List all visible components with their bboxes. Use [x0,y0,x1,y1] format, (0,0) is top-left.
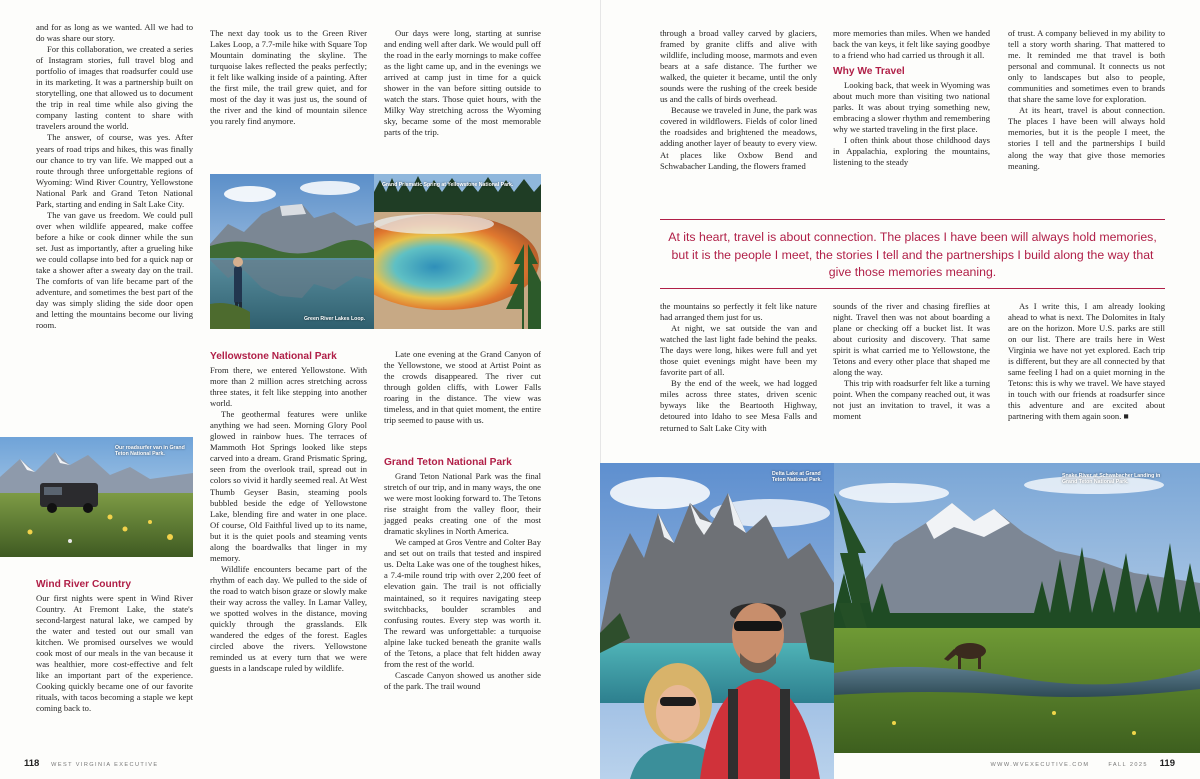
website-url: WWW.WVEXECUTIVE.COM [990,762,1090,768]
left-col-3-bottom [384,452,541,692]
paragraph: By the end of the week, we had logged miles across three states, driven scenic byways like the Beartooth Highway, detoured into Idaho to see Mesa Falls and returned to Salt Lake City with [660,378,817,433]
right-col-1-bottom [660,301,817,434]
paragraph: through a broad valley carved by glaciers, framed by granite cliffs and alive with wildlife, including moose, marmots and even bears at a safe distance. The further we walked, the quieter it became, until the only sounds were the rushing of the creek beside us and the calls of birds overhead. [660,28,817,105]
right-col-2-bottom [833,301,990,423]
left-col-1-bottom [36,574,193,715]
paragraph: and for as long as we wanted. All we had to do was share our story. [36,22,193,44]
page-number: 118 [24,758,40,769]
publication-name: WEST VIRGINIA EXECUTIVE [51,762,159,768]
left-col-3-mid [384,349,541,426]
section-heading-grand-teton: Grand Teton National Park [384,457,512,468]
right-folio [953,758,1175,769]
paragraph: Because we traveled in June, the park was covered in wildflowers. Fields of color lined the roadsides and brightened the meadows, adding another layer of beauty to every view. At places like Oxbow Bend and Schwabacher Landing, the flowers framed [660,105,817,171]
paragraph: the mountains so perfectly it felt like nature had arranged them just for us. [660,301,817,323]
snake-river-caption: Snake River at Schwabacher Landing in Grand Teton National Park. [1062,473,1161,486]
page-number: 119 [1159,758,1175,769]
paragraph: The answer, of course, was yes. After years of road trips and hikes, this was finally our chance to try van life. We mapped out a route through three unforgettable regions of Wyoming: Wind River Country, Yellowstone National Park and Grand Teton National Park, starting and ending in Salt Lake City. [36,132,193,209]
paragraph: At its heart, travel is about connection. The places I have been will always hold memories, but it is the people I meet, the stories I tell and the partnerships I build along the way that give those memories meaning. [1008,105,1165,171]
right-col-2-top [833,28,990,169]
paragraph: The van gave us freedom. We could pull over when wildlife appeared, make coffee before a hike or cook dinner while the sun set. Just as importantly, after a grueling hike we could collapse into bed for a quick nap or take a shower after a sweaty day on the trail. The comforts of van life became part of the adventure, and sometimes the best part of the day was simply sliding the side door open and letting the mountains become our living room. [36,209,193,331]
snake-river-photo [834,463,1200,753]
paragraph: The geothermal features were unlike anything we had seen. Morning Glory Pool glowed in rainbow hues. The terraces of Mammoth Hot Springs looked like steps carved into a dream. Grand Prismatic Spring, seen from the overlook trail, spread out in colors so vivid it hardly seemed real. At West Thumb Geyser Basin, steaming pools bubbled beside the edge of Yellowstone Lake, blending fire and water in one place. Of course, Old Faithful lived up to its name, but it is the quiet pools and steaming vents along the boardwalks that linger in my memory. [210,409,367,563]
left-col-2-top [210,28,367,127]
paragraph: This trip with roadsurfer felt like a turning point. When the company reached out, it was not just an invitation to travel, it was a moment [833,378,990,422]
paragraph: Grand Teton National Park was the final stretch of our trip, and in many ways, the one we were most looking forward to. The Tetons rise straight from the valley floor, their jagged peaks creating one of the most dramatic skylines in North America. [384,471,541,537]
pull-quote: At its heart, travel is about connection. The places I have been will always hold memories, but it is the people I meet, the stories I tell and the partnerships I build along the way that give those memories meaning. [660,219,1165,289]
right-col-3-bottom [1008,301,1165,423]
paragraph: Late one evening at the Grand Canyon of the Yellowstone, we stood at Artist Point as the crowds disappeared. The river cut through golden cliffs, with Lower Falls roaring in the distance. The view was timeless, and in that quiet moment, the entire trip seemed to pause with us. [384,349,541,426]
paragraph: of trust. A company believed in my ability to tell a story worth sharing. That mattered to me. It reminded me that travel is both personal and communal. It connects us not only to landscapes but also to people, communities and sometimes even to brands that share the same love for exploration. [1008,28,1165,105]
issue-date: FALL 2025 [1108,762,1148,768]
green-river-photo [210,174,374,329]
paragraph: I often think about those childhood days in Appalachia, exploring the mountains, listening to the steady [833,135,990,168]
paragraph: Our first nights were spent in Wind River Country. At Fremont Lake, the state's second-largest natural lake, we camped by the water and tested out our small van kitchen. We promised ourselves we would cook most of our meals in the van because it was healthier, more cost-effective and felt like an important part of the experience. Cooking quickly became one of our favorite rituals, with tacos becoming a staple we kept coming back to. [36,593,193,714]
right-col-1-top [660,28,817,172]
section-heading-yellowstone: Yellowstone National Park [210,351,337,362]
right-col-3-top [1008,28,1165,172]
paragraph: From there, we entered Yellowstone. With more than 2 million acres stretching across three states, it felt like stepping into another world. [210,365,367,409]
left-col-3-top [384,28,541,138]
paragraph: more memories than miles. When we handed back the van keys, it felt like saying goodbye to a friend who had carried us through it all. [833,28,990,61]
left-col-1-top [36,22,193,331]
delta-lake-caption: Delta Lake at Grand Teton National Park. [772,471,822,484]
left-folio [24,758,158,769]
paragraph: Looking back, that week in Wyoming was about much more than visiting two national parks. It was about trying something new, embracing a slower rhythm and remembering why we started traveling in the first place. [833,80,990,135]
van-caption: Our roadsurfer van in Grand Teton National Park. [115,445,185,458]
paragraph: The next day took us to the Green River Lakes Loop, a 7.7-mile hike with Square Top Mountain dominating the skyline. The turquoise lakes reflected the peaks perfectly; it felt like walking inside of a painting. After the first mile, the trail grew quiet, and for most of the day it was just us, the sound of the river and the kind of mountain silence you rarely find anymore. [210,28,367,127]
green-river-caption: Green River Lakes Loop. [304,316,366,322]
section-heading-why-we-travel: Why We Travel [833,66,905,78]
paragraph: Our days were long, starting at sunrise and ending well after dark. We would pull off the road in the early mornings to make coffee as the light came up, and in the evenings we arrived at camp just in time for a quick shower in the van before sitting outside to watch the stars. Those quiet hours, with the Milky Way stretching across the Wyoming sky, became some of the most memorable parts of the trip. [384,28,541,138]
prismatic-caption: Grand Prismatic Spring at Yellowstone National Park. [382,182,514,188]
paragraph: We camped at Gros Ventre and Colter Bay and set out on trails that tested and inspired us. Delta Lake was one of the toughest hikes, a 7.4-mile round trip with over 2,200 feet of elevation gain. The trail is not officially maintained, so it requires navigating steep switchbacks, boulder scrambles and confusing routes. Every step was worth it. The reward was unforgettable: a turquoise alpine lake tucked beneath the granite walls of the Tetons, a place that felt hidden away from the rest of the world. [384,537,541,669]
paragraph: sounds of the river and chasing fireflies at night. Travel then was not about boarding a plane or checking off a bucket list. It was about curiosity and discovery. That same spirit is what carried me to Yellowstone, the Tetons and every other place that shaped me along the way. [833,301,990,378]
section-heading-wind-river: Wind River Country [36,579,131,590]
paragraph: As I write this, I am already looking ahead to what is next. The Dolomites in Italy are on the horizon. More U.S. parks are still on our list. There are trails here in West Virginia we have not yet explored. Each trip is different, but they are all connected by that same feeling I had on a quiet morning in the Tetons: this is why we travel. We have stayed in touch with our friends at roadsurfer since this adventure and are excited about partnering with them again soon. ■ [1008,301,1165,422]
delta-lake-photo [600,463,834,779]
left-col-2-bottom [210,346,367,674]
paragraph: For this collaboration, we created a series of Instagram stories, full travel blog and portfolio of images that roadsurfer could use in its marketing. It was a partnership built on storytelling, one that allowed us to document the trip in real time while also giving the company lasting content to share with travelers around the world. [36,44,193,132]
paragraph: Wildlife encounters became part of the rhythm of each day. We pulled to the side of the road to watch bison graze or slowly make their way across the valley. In Lamar Valley, we spotted wolves in the distance, moving quickly through the grasslands. Elk wandered the edges of the forest. Eagles circled above the rivers. Yellowstone reminded us at every turn that we were guests in a landscape ruled by wildlife. [210,563,367,674]
paragraph: Cascade Canyon showed us another side of the park. The trail wound [384,669,541,691]
paragraph: At night, we sat outside the van and watched the last light fade behind the peaks. The days were long, hikes were full and yet those quiet evenings might have been my favorite part of all. [660,323,817,378]
prismatic-photo [374,174,541,329]
